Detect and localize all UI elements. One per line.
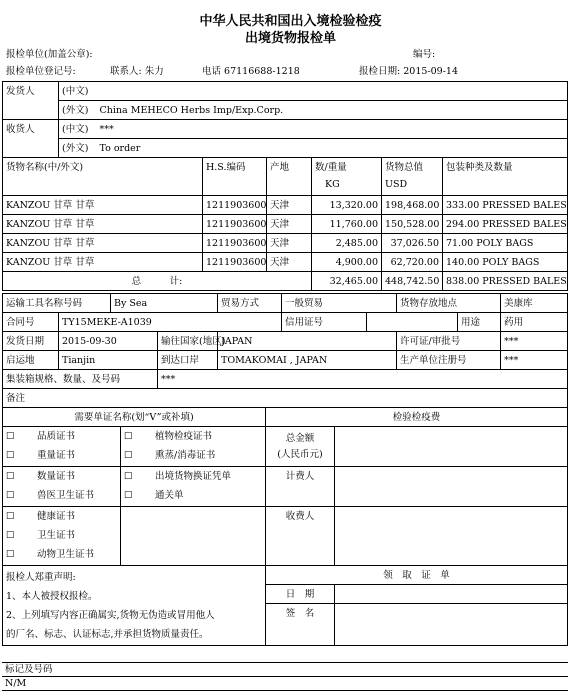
usage-label: 用途	[458, 313, 501, 332]
cert-list-right-1	[121, 427, 266, 467]
certificates-table	[2, 407, 568, 566]
origin: 天津	[267, 196, 312, 215]
cert-list-left-1	[3, 427, 121, 467]
declaration-date-field	[359, 66, 458, 78]
cert-item[interactable]: ☐ 健康证书	[6, 507, 117, 526]
cert-item[interactable]: ☐ 品质证书	[6, 427, 117, 446]
declaration-line-3: 的厂名、标志、认证标志,并承担货物质量责任。	[6, 629, 209, 640]
cert-list-left-2	[3, 467, 121, 507]
remarks-label: 备注	[3, 389, 568, 408]
checkbox-icon: ☐	[6, 471, 15, 482]
total-value: 448,742.50	[382, 272, 443, 291]
value: 37,026.50	[382, 234, 443, 253]
checkbox-icon: ☐	[6, 511, 15, 522]
cert-item[interactable]: ☐ 兽医卫生证书	[6, 486, 117, 505]
hs-code-header: H.S.编码	[203, 158, 267, 196]
checkbox-icon: ☐	[6, 530, 15, 541]
quantity-header	[312, 158, 382, 196]
permit-no-value: ***	[501, 332, 568, 351]
cert-list-left-3	[3, 507, 121, 566]
hs-code: 1211903600	[203, 234, 267, 253]
inspection-fee-header: 检验检疫费	[266, 408, 568, 427]
goods-name: KANZOU 甘草 甘草	[3, 215, 203, 234]
packing: 294.00 PRESSED BALES	[443, 215, 568, 234]
value: 198,468.00	[382, 196, 443, 215]
departure-place-label: 启运地	[3, 351, 59, 370]
origin: 天津	[267, 234, 312, 253]
value-unit: USD	[385, 179, 408, 190]
cert-item[interactable]: ☐ 通关单	[124, 486, 262, 505]
checkbox-icon: ☐	[124, 471, 133, 482]
hs-code: 1211903600	[203, 196, 267, 215]
registration-no-label: 报检单位登记号:	[6, 66, 76, 77]
checkbox-icon: ☐	[6, 549, 15, 560]
lc-no-label: 信用证号	[282, 313, 367, 332]
required-certificates-header: 需要单证名称(划“V”或补填)	[3, 408, 266, 427]
origin: 天津	[267, 215, 312, 234]
container-info-value: ***	[158, 370, 568, 389]
total-amount-label: 总金额 (人民币元)	[266, 427, 335, 467]
cert-item[interactable]: ☐ 出境货物换证凭单	[124, 467, 262, 486]
form-grid	[2, 81, 568, 691]
fee-collector-label: 收费人	[266, 507, 335, 566]
declaration-title: 报检人郑重声明:	[6, 572, 76, 583]
spacer-row	[3, 646, 568, 663]
value-header	[382, 158, 443, 196]
receipt-date-value	[335, 585, 568, 604]
packing-header: 包装种类及数量	[443, 158, 568, 196]
lc-no-value	[367, 313, 458, 332]
quantity-unit: KG	[325, 179, 340, 190]
ship-date-label: 发货日期	[3, 332, 59, 351]
checkbox-icon: ☐	[124, 431, 133, 442]
container-info-label: 集装箱规格、数量、及号码	[3, 370, 158, 389]
quantity-header-label: 数/重量	[315, 162, 347, 173]
cert-item[interactable]: ☐ 熏蒸/消毒证书	[124, 446, 262, 465]
checkbox-icon: ☐	[6, 490, 15, 501]
value: 150,528.00	[382, 215, 443, 234]
checkbox-icon: ☐	[6, 431, 15, 442]
total-row	[3, 272, 568, 291]
certificate-receipt-header: 领 取 证 单	[266, 566, 568, 585]
cert-list-right-2	[121, 467, 266, 507]
inspection-unit-label: 报检单位(加盖公章):	[6, 49, 93, 60]
signature-label: 签 名	[266, 604, 335, 646]
table-row	[3, 253, 568, 272]
declaration-statement	[3, 566, 266, 646]
phone-field	[202, 66, 300, 78]
table-row	[3, 215, 568, 234]
table-row	[3, 196, 568, 215]
consignee-en-value: To order	[97, 139, 568, 158]
total-quantity: 32,465.00	[312, 272, 382, 291]
serial-label: 编号:	[413, 49, 436, 60]
phone-label: 电话	[202, 66, 222, 77]
permit-no-label: 许可证/审批号	[397, 332, 501, 351]
goods-name-header: 货物名称(中/外文)	[3, 158, 203, 196]
value: 62,720.00	[382, 253, 443, 272]
contract-no-label: 合同号	[3, 313, 59, 332]
cert-item[interactable]: ☐ 数量证书	[6, 467, 117, 486]
marks-value: N/M	[2, 677, 568, 691]
origin: 天津	[267, 253, 312, 272]
quantity: 13,320.00	[312, 196, 382, 215]
declaration-table	[2, 565, 568, 663]
cert-item[interactable]: ☐ 卫生证书	[6, 526, 117, 545]
total-amount-value	[335, 427, 568, 467]
checkbox-icon: ☐	[124, 450, 133, 461]
contract-no-value: TY15MEKE-A1039	[59, 313, 282, 332]
table-row	[3, 234, 568, 253]
declaration-date-value: 2015-09-14	[403, 66, 459, 77]
shipper-en-label: (外文)	[59, 101, 97, 120]
cert-item[interactable]: ☐ 重量证书	[6, 446, 117, 465]
trade-mode-label: 贸易方式	[218, 294, 282, 313]
goods-name: KANZOU 甘草 甘草	[3, 196, 203, 215]
transport-means-value: By Sea	[111, 294, 218, 313]
shipment-table	[2, 293, 568, 408]
declaration-date-label: 报检日期:	[359, 66, 401, 77]
shipper-label: 发货人	[3, 82, 59, 120]
usage-value: 药用	[501, 313, 568, 332]
goods-name: KANZOU 甘草 甘草	[3, 234, 203, 253]
destination-country-value: JAPAN	[218, 332, 397, 351]
goods-name: KANZOU 甘草 甘草	[3, 253, 203, 272]
total-packing: 838.00 PRESSED BALES	[443, 272, 568, 291]
value-header-label: 货物总值	[385, 162, 424, 173]
declaration-line-2: 2、上列填写内容正确属实,货物无伪造或冒用他人	[6, 610, 215, 621]
consignee-cn-label: (中文)	[59, 120, 97, 139]
cert-item[interactable]: ☐ 植物检疫证书	[124, 427, 262, 446]
parties-table	[2, 81, 568, 158]
cert-item[interactable]: ☐ 动物卫生证书	[6, 545, 117, 564]
packing: 333.00 PRESSED BALES	[443, 196, 568, 215]
consignee-cn-value: ***	[97, 120, 568, 139]
fee-calculator-label: 计费人	[266, 467, 335, 507]
total-label: 总 计:	[3, 272, 312, 291]
arrival-port-value: TOMAKOMAI , JAPAN	[218, 351, 397, 370]
shipper-cn-label: (中文)	[59, 82, 97, 101]
fee-calculator-value	[335, 467, 568, 507]
receipt-date-label: 日 期	[266, 585, 335, 604]
quantity: 2,485.00	[312, 234, 382, 253]
contact-label: 联系人: 朱力	[110, 66, 164, 77]
consignee-label: 收货人	[3, 120, 59, 158]
origin-header: 产地	[267, 158, 312, 196]
goods-table	[2, 157, 568, 291]
arrival-port-label: 到达口岸	[158, 351, 218, 370]
storage-location-label: 货物存放地点	[397, 294, 501, 313]
quantity: 11,760.00	[312, 215, 382, 234]
packing: 140.00 POLY BAGS	[443, 253, 568, 272]
hs-code: 1211903600	[203, 215, 267, 234]
form-title: 中华人民共和国出入境检验检疫	[199, 14, 382, 29]
producer-reg-value: ***	[501, 351, 568, 370]
hs-code: 1211903600	[203, 253, 267, 272]
shipper-cn-value	[97, 82, 568, 101]
marks-label: 标记及号码	[2, 663, 568, 677]
checkbox-icon: ☐	[124, 490, 133, 501]
producer-reg-label: 生产单位注册号	[397, 351, 501, 370]
consignee-en-label: (外文)	[59, 139, 97, 158]
phone-value: 67116688-1218	[224, 66, 300, 77]
ship-date-value: 2015-09-30	[59, 332, 158, 351]
transport-means-label: 运输工具名称号码	[3, 294, 111, 313]
declaration-line-1: 1、本人被授权报检。	[6, 591, 98, 602]
signature-value	[335, 604, 568, 646]
packing: 71.00 POLY BAGS	[443, 234, 568, 253]
shipper-en-value: China MEHECO Herbs Imp/Exp.Corp.	[97, 101, 568, 120]
destination-country-label: 输往国家(地区)	[158, 332, 218, 351]
departure-place-value: Tianjin	[59, 351, 158, 370]
quantity: 4,900.00	[312, 253, 382, 272]
trade-mode-value: 一般贸易	[282, 294, 397, 313]
cert-list-right-3	[121, 507, 266, 566]
storage-location-value: 美康库	[501, 294, 568, 313]
form-subtitle: 出境货物报检单	[244, 31, 336, 46]
fee-collector-value	[335, 507, 568, 566]
checkbox-icon: ☐	[6, 450, 15, 461]
marks-table	[2, 662, 568, 691]
